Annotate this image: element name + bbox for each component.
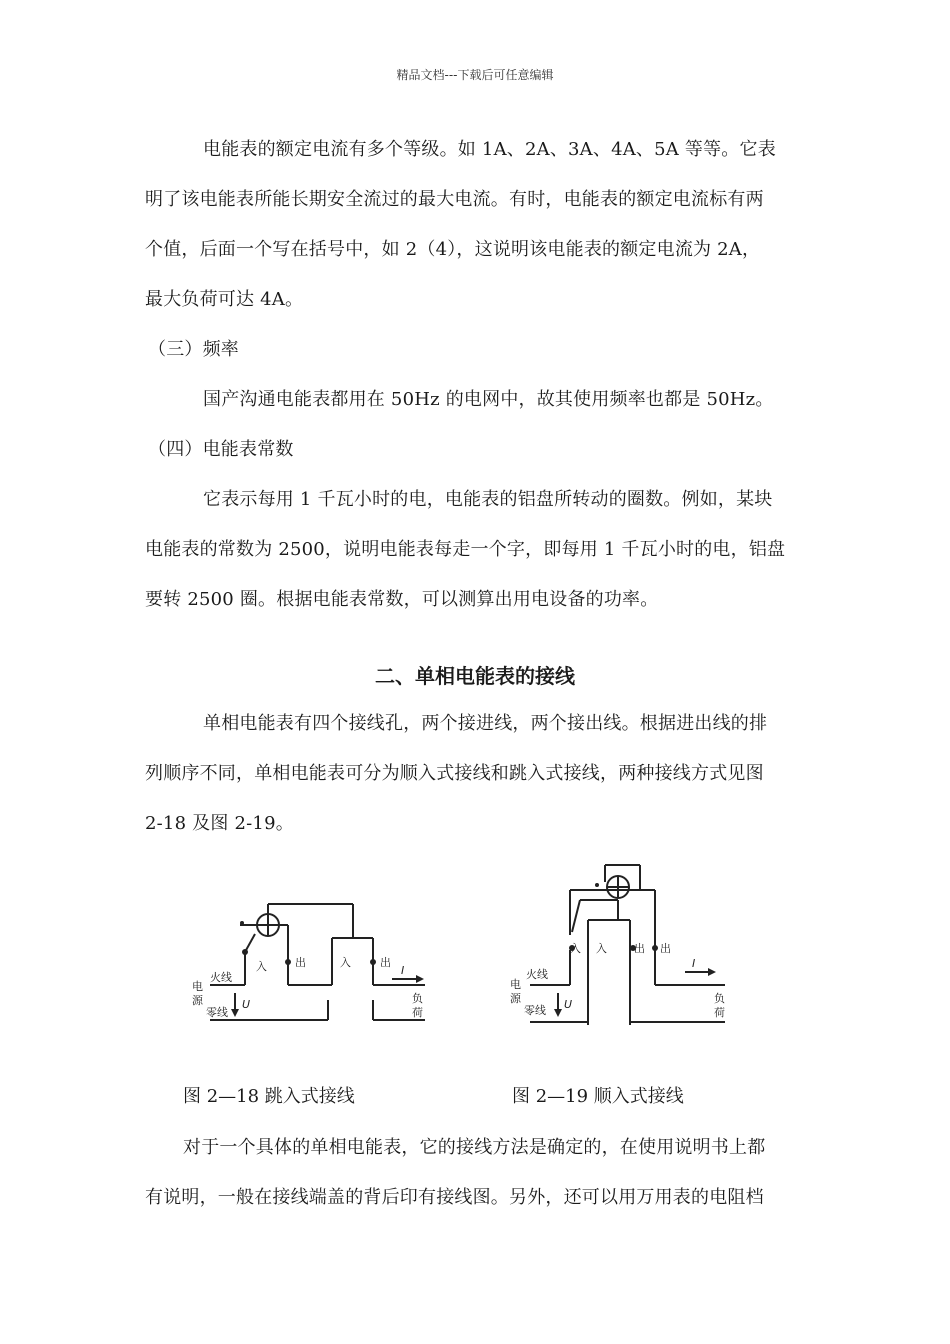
figure-caption-2-18: 图 2—18 跳入式接线 <box>183 1086 355 1107</box>
page-header: 精品文档---下载后可任意编辑 <box>396 68 554 82</box>
paragraph-line: 对于一个具体的单相电能表，它的接线方法是确定的，在使用说明书上都 <box>183 1137 766 1158</box>
wiring-diagram-sequential <box>500 860 740 1030</box>
paragraph-line: 明了该电能表所能长期安全流过的最大电流。有时，电能表的额定电流标有两 <box>145 189 764 210</box>
label-out-2: 出 <box>380 956 391 969</box>
paragraph-line: 有说明，一般在接线端盖的背后印有接线图。另外，还可以用万用表的电阻档 <box>145 1187 764 1208</box>
label-live: 火线 <box>210 971 232 984</box>
label-out-2: 出 <box>660 942 671 955</box>
label-load-top: 负 <box>714 992 725 1005</box>
label-live: 火线 <box>526 968 548 981</box>
label-in-2: 入 <box>596 942 607 955</box>
label-neutral: 零线 <box>206 1006 228 1019</box>
paragraph-line: 要转 2500 圈。根据电能表常数，可以测算出用电设备的功率。 <box>145 589 659 610</box>
figure-caption-2-19: 图 2—19 顺入式接线 <box>512 1086 684 1107</box>
label-source-bottom: 源 <box>510 992 521 1005</box>
label-out-1: 出 <box>295 956 306 969</box>
section-title-meter-constant: （四）电能表常数 <box>148 439 294 460</box>
label-neutral: 零线 <box>524 1004 546 1017</box>
label-source-top: 电 <box>192 980 203 993</box>
wiring-diagram-jump-in <box>180 890 440 1030</box>
label-load-bottom: 荷 <box>412 1006 423 1019</box>
section-title-frequency: （三）频率 <box>148 339 239 360</box>
paragraph-line: 电能表的常数为 2500，说明电能表每走一个字，即每用 1 千瓦小时的电，铝盘 <box>145 539 786 560</box>
label-out-1: 出 <box>634 942 645 955</box>
paragraph-line: 电能表的额定电流有多个等级。如 1A、2A、3A、4A、5A 等等。它表 <box>203 139 776 160</box>
paragraph-line: 个值，后面一个写在括号中，如 2（4），这说明该电能表的额定电流为 2A， <box>145 239 761 260</box>
paragraph-line: 2-18 及图 2-19。 <box>145 813 294 834</box>
label-in-1: 入 <box>256 960 267 973</box>
section-heading: 二、单相电能表的接线 <box>375 664 575 688</box>
label-source-top: 电 <box>510 978 521 991</box>
paragraph-line: 最大负荷可达 4A。 <box>145 289 304 310</box>
paragraph-line: 它表示每用 1 千瓦小时的电，电能表的铝盘所转动的圈数。例如，某块 <box>203 489 773 510</box>
label-source-bottom: 源 <box>192 994 203 1007</box>
label-load-bottom: 荷 <box>714 1006 725 1019</box>
label-voltage: U <box>242 998 251 1011</box>
paragraph-line: 国产沟通电能表都用在 50Hz 的电网中，故其使用频率也都是 50Hz。 <box>203 389 774 410</box>
label-voltage: U <box>564 998 573 1011</box>
paragraph-line: 列顺序不同，单相电能表可分为顺入式接线和跳入式接线，两种接线方式见图 <box>145 763 764 784</box>
label-load-top: 负 <box>412 992 423 1005</box>
paragraph-line: 单相电能表有四个接线孔，两个接进线，两个接出线。根据进出线的排 <box>203 713 768 734</box>
label-in-2: 入 <box>340 956 351 969</box>
label-current: I <box>401 964 405 977</box>
label-current: I <box>692 957 696 970</box>
label-in-1: 入 <box>570 942 581 955</box>
